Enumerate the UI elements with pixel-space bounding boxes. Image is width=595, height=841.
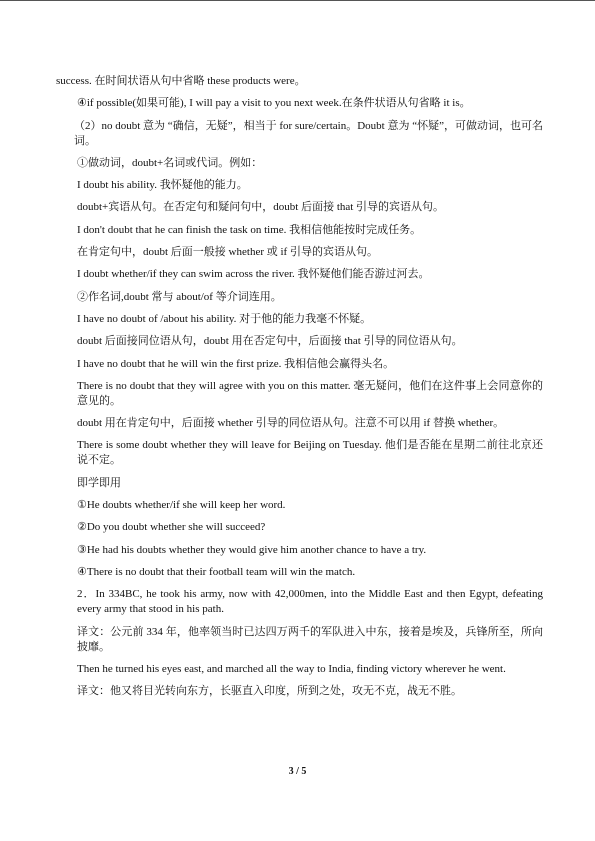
- text-line: 在肯定句中，doubt 后面一般接 whether 或 if 引导的宾语从句。: [77, 246, 378, 259]
- text-line: success. 在时间状语从句中省略 these products were。: [56, 75, 306, 87]
- exercise-item: ④There is no doubt that their football team will win the match.: [77, 565, 356, 578]
- text-paragraph: （2）no doubt 意为 “确信，无疑”，相当于 for sure/certain。Doubt 意为 “怀疑”，可做动词，也可名词。: [74, 119, 543, 147]
- translation-paragraph: 译文：公元前 334 年，他率领当时已达四万两千的军队进入中东，接着是埃及，兵锋所至，所向披靡。: [77, 625, 543, 653]
- text-line: ②作名词,doubt 常与 about/of 等介词连用。: [77, 290, 282, 303]
- translation-line: 译文：他又将目光转向东方，长驱直入印度，所到之处，攻无不克，战无不胜。: [77, 685, 462, 698]
- text-line: I doubt his ability. 我怀疑他的能力。: [77, 179, 248, 192]
- top-border-line: [0, 0, 595, 1]
- text-line: ④if possible(如果可能), I will pay a visit to you next week.在条件状语从句省略 it is。: [77, 97, 471, 110]
- text-line: doubt 后面接同位语从句，doubt 用在否定句中，后面接 that 引导的同位语从句。: [77, 335, 463, 348]
- section-heading: 即学即用: [77, 476, 121, 489]
- page-number: 3 / 5: [288, 766, 307, 777]
- exercise-item: ③He had his doubts whether they would give him another chance to have a try.: [77, 543, 427, 556]
- exercise-item: ②Do you doubt whether she will succeed?: [77, 521, 266, 534]
- document-body: [56, 74, 543, 706]
- exercise-item: ①He doubts whether/if she will keep her word.: [77, 499, 286, 512]
- text-line: I doubt whether/if they can swim across the river. 我怀疑他们能否游过河去。: [77, 268, 430, 281]
- text-line: I have no doubt of /about his ability. 对于他的能力我毫不怀疑。: [77, 312, 372, 325]
- text-paragraph: doubt 用在肯定句中，后面接 whether 引导的同位语从句。注意不可以用 if 替换 whether。: [77, 417, 505, 430]
- text-line: doubt+宾语从句。在否定句和疑问句中，doubt 后面接 that 引导的宾语从句。: [77, 201, 445, 214]
- text-line: Then he turned his eyes east, and marched all the way to India, finding victory wherever he went.: [77, 662, 506, 675]
- text-line: I don't doubt that he can finish the task on time. 我相信他能按时完成任务。: [77, 223, 422, 236]
- text-paragraph: There is some doubt whether they will leave for Beijing on Tuesday. 他们是否能在星期二前往北京还说不定。: [77, 439, 543, 467]
- text-line: I have no doubt that he will win the first prize. 我相信他会赢得头名。: [77, 357, 395, 370]
- text-paragraph: There is no doubt that they will agree with you on this matter. 毫无疑问，他们在这件事上会同意你的意见的。: [77, 379, 543, 407]
- text-paragraph: 2．In 334BC, he took his army, now with 42,000men, into the Middle East and then Egypt, defeating every army that stood in his path.: [77, 588, 543, 616]
- text-line: ①做动词，doubt+名词或代词。例如：: [77, 156, 263, 169]
